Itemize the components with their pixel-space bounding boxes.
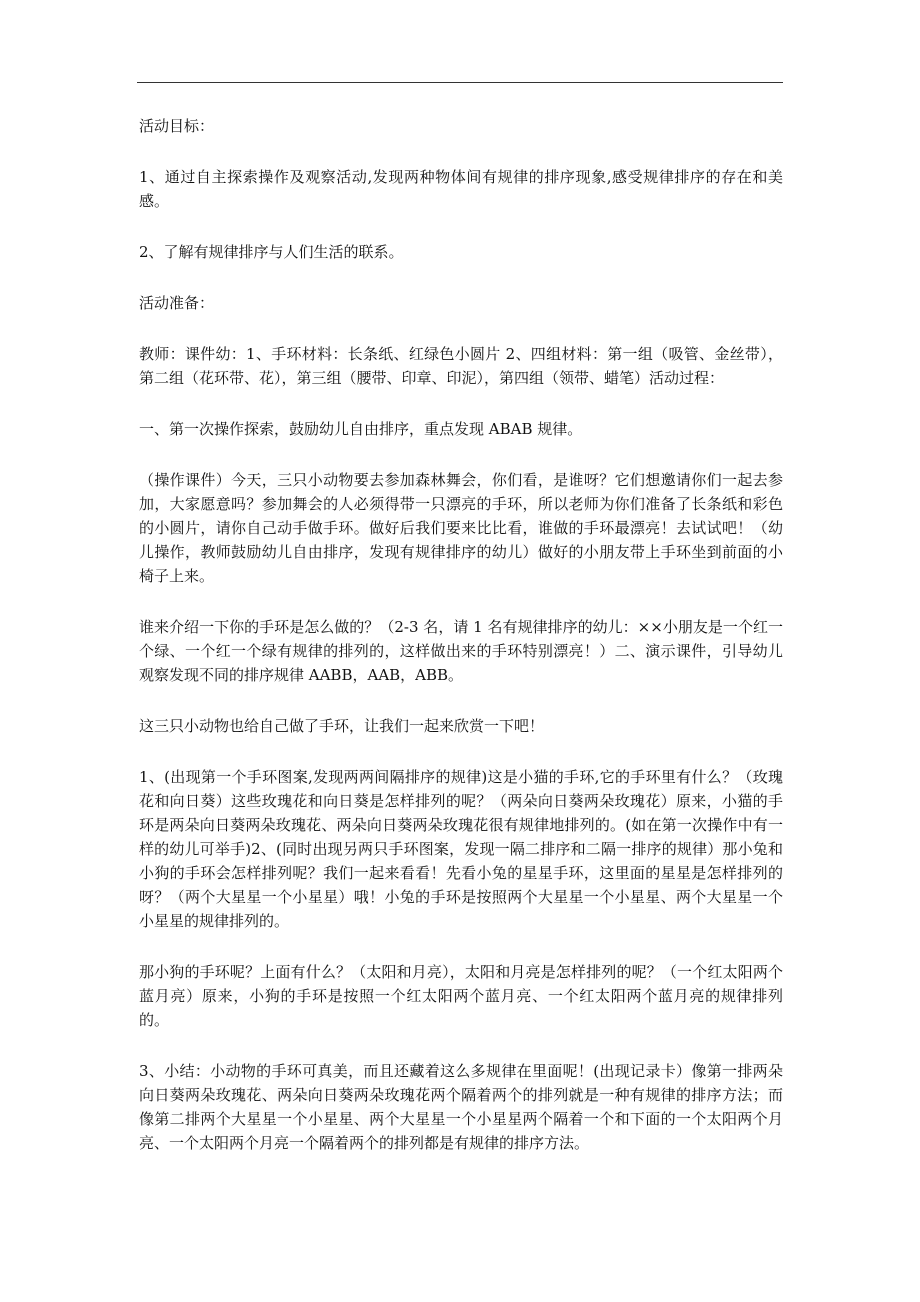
paragraph-goal-1: 1、通过自主探索操作及观察活动,发现两种物体间有规律的排序现象,感受规律排序的存在和美感。 bbox=[139, 168, 783, 210]
header-rule bbox=[137, 82, 783, 83]
paragraph-appreciate: 这三只小动物也给自己做了手环，让我们一起来欣赏一下吧！ bbox=[139, 717, 545, 735]
paragraph-heading-preparation: 活动准备： bbox=[139, 294, 215, 312]
document-body bbox=[139, 114, 783, 1182]
paragraph-dog-bracelet: 那小狗的手环呢？上面有什么？（太阳和月亮），太阳和月亮是怎样排列的呢？（一个红太阳两个蓝月亮）原来，小狗的手环是按照一个红太阳两个蓝月亮、一个红太阳两个蓝月亮的规律排列的。 bbox=[139, 963, 783, 1029]
paragraph-step-1: 一、第一次操作探索，鼓励幼儿自由排序，重点发现 ABAB 规律。 bbox=[139, 420, 583, 438]
paragraph-patterns: 1、(出现第一个手环图案,发现两两间隔排序的规律)这是小猫的手环,它的手环里有什么？（玫瑰花和向日葵）这些玫瑰花和向日葵是怎样排列的呢？（两朵向日葵两朵玫瑰花）原来，小猫的手环是两朵向日葵两朵玫瑰花、两朵向日葵两朵玫瑰花很有规律地排列的。(如在第一次操作中有一样的幼儿可举手)2、(同时出现另两只手环图案，发现一隔二排序和二隔一排序的规律）那小兔和小狗的手环会怎样排列呢？我们一起来看看！先看小兔的星星手环，这里面的星星是怎样排列的呀？（两个大星星一个小星星）哦！小兔的手环是按照两个大星星一个小星星、两个大星星一个小星星的规律排列的。 bbox=[139, 768, 783, 930]
paragraph-materials: 教师：课件幼：1、手环材料：长条纸、红绿色小圆片 2、四组材料：第一组（吸管、金丝带），第二组（花环带、花），第三组（腰带、印章、印泥），第四组（领带、蜡笔）活动过程： bbox=[139, 345, 783, 387]
paragraph-operation: （操作课件）今天，三只小动物要去参加森林舞会，你们看，是谁呀？它们想邀请你们一起去参加，大家愿意吗？参加舞会的人必须得带一只漂亮的手环，所以老师为你们准备了长条纸和彩色的小圆片，请你自己动手做手环。做好后我们要来比比看，谁做的手环最漂亮！去试试吧！（幼儿操作，教师鼓励幼儿自由排序，发现有规律排序的幼儿）做好的小朋友带上手环坐到前面的小椅子上来。 bbox=[139, 471, 783, 585]
paragraph-introduce: 谁来介绍一下你的手环是怎么做的？（2-3 名，请 1 名有规律排序的幼儿：××小朋友是一个红一个绿、一个红一个绿有规律的排列的，这样做出来的手环特别漂亮！）二、演示课件，引导幼儿观察发现不同的排序规律 AABB，AAB，ABB。 bbox=[139, 618, 783, 684]
paragraph-heading-goals: 活动目标： bbox=[139, 117, 215, 135]
paragraph-goal-2: 2、了解有规律排序与人们生活的联系。 bbox=[139, 243, 404, 261]
paragraph-summary: 3、小结：小动物的手环可真美，而且还藏着这么多规律在里面呢！(出现记录卡）像第一排两朵向日葵两朵玫瑰花、两朵向日葵两朵玫瑰花两个隔着两个的排列就是一种有规律的排序方法；而像第二排两个大星星一个小星星、两个大星星一个小星星两个隔着一个和下面的一个太阳两个月亮、一个太阳两个月亮一个隔着两个的排列都是有规律的排序方法。 bbox=[139, 1062, 783, 1152]
